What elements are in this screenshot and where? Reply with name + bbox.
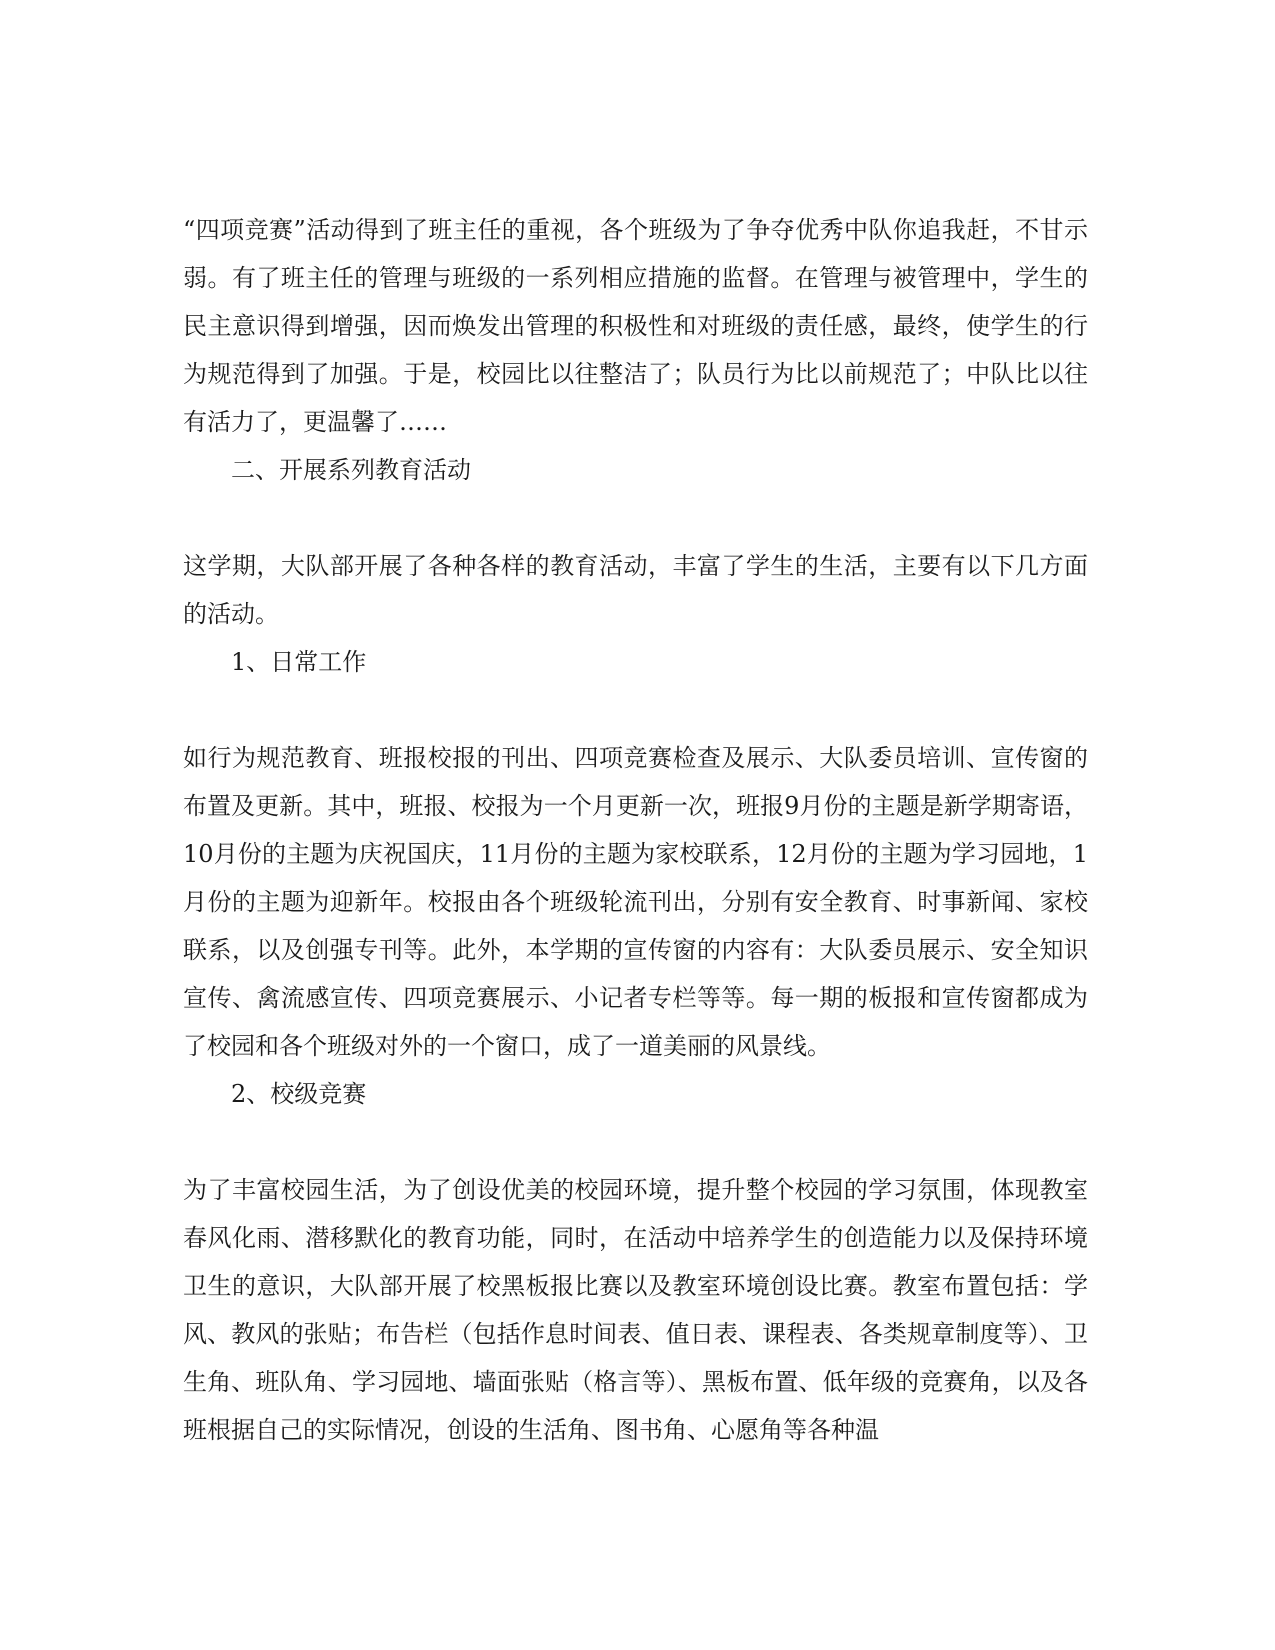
paragraph-spacer: [183, 686, 1088, 734]
section-heading-education-activities: 二、开展系列教育活动: [231, 456, 471, 484]
paragraph-school-competitions: 为了丰富校园生活，为了创设优美的校园环境，提升整个校园的学习氛围，体现教室春风化雨、潜移默化的教育功能，同时，在活动中培养学生的创造能力以及保持环境卫生的意识，大队部开展了校黑板报比赛以及教室环境创设比赛。教室布置包括：学风、教风的张贴；布告栏（包括作息时间表、值日表、课程表、各类规章制度等）、卫生角、班队角、学习园地、墙面张贴（格言等）、黑板布置、低年级的竞赛角，以及各班根据自己的实际情况，创设的生活角、图书角、心愿角等各种温: [183, 1176, 1088, 1444]
document-body: [183, 206, 1088, 1454]
paragraph-spacer: [183, 1118, 1088, 1166]
paragraph-activities-intro: 这学期，大队部开展了各种各样的教育活动，丰富了学生的生活，主要有以下几方面的活动。: [183, 552, 1088, 628]
paragraph-daily-work: 如行为规范教育、班报校报的刊出、四项竞赛检查及展示、大队委员培训、宣传窗的布置及更新。其中，班报、校报为一个月更新一次，班报9月份的主题是新学期寄语，10月份的主题为庆祝国庆，11月份的主题为家校联系，12月份的主题为学习园地，1月份的主题为迎新年。校报由各个班级轮流刊出，分别有安全教育、时事新闻、家校联系，以及创强专刊等。此外，本学期的宣传窗的内容有：大队委员展示、安全知识宣传、禽流感宣传、四项竞赛展示、小记者专栏等等。每一期的板报和宣传窗都成为了校园和各个班级对外的一个窗口，成了一道美丽的风景线。: [183, 744, 1088, 1060]
subheading-school-competitions: 2、校级竞赛: [231, 1080, 367, 1108]
paragraph-spacer: [183, 494, 1088, 542]
paragraph-competition-summary: “四项竞赛”活动得到了班主任的重视，各个班级为了争夺优秀中队你追我赶，不甘示弱。有了班主任的管理与班级的一系列相应措施的监督。在管理与被管理中，学生的民主意识得到增强，因而焕发出管理的积极性和对班级的责任感，最终，使学生的行为规范得到了加强。于是，校园比以往整洁了；队员行为比以前规范了；中队比以往有活力了，更温馨了……: [183, 216, 1088, 436]
subheading-daily-work: 1、日常工作: [231, 648, 367, 676]
